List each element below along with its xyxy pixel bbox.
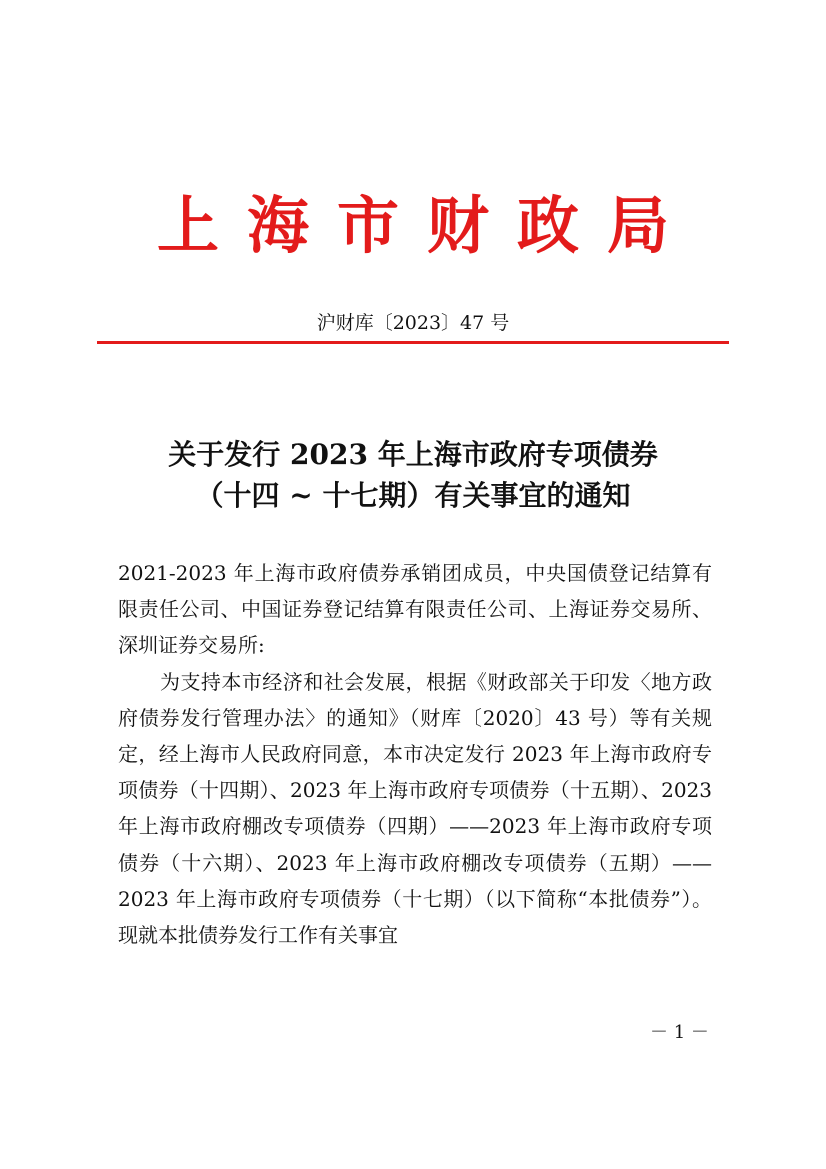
header-divider xyxy=(97,341,729,344)
document-title-line-1: 关于发行 2023 年上海市政府专项债券 xyxy=(168,438,658,471)
body-paragraph: 为支持本市经济和社会发展，根据《财政部关于印发〈地方政府债券发行管理办法〉的通知》（财库〔2020〕43 号）等有关规定，经上海市人民政府同意，本市决定发行 2023 年上海市政府专项债券（十四期）、2023 年上海市政府专项债券（十五期）、2023 年上海市政府棚改专项债券（四期）——2023 年上海市政府专项债券（十六期）、2023 年上海市政府棚改专项债券（五期）——2023 年上海市政府专项债券（十七期）（以下简称“本批债券”）。现就本批债券发行工作有关事宜 xyxy=(118,669,712,948)
addressee-paragraph: 2021-2023 年上海市政府债券承销团成员，中央国债登记结算有限责任公司、中国证券登记结算有限责任公司、上海证券交易所、深圳证券交易所: xyxy=(118,561,712,658)
issuing-authority-header: 上海市财政局 xyxy=(156,189,697,262)
document-title-line-2: （十四 ~ 十七期）有关事宜的通知 xyxy=(195,479,631,512)
document-number: 沪财库〔2023〕47 号 xyxy=(316,312,510,334)
page-number: － 1 － xyxy=(650,1022,709,1043)
document-body xyxy=(118,555,712,953)
